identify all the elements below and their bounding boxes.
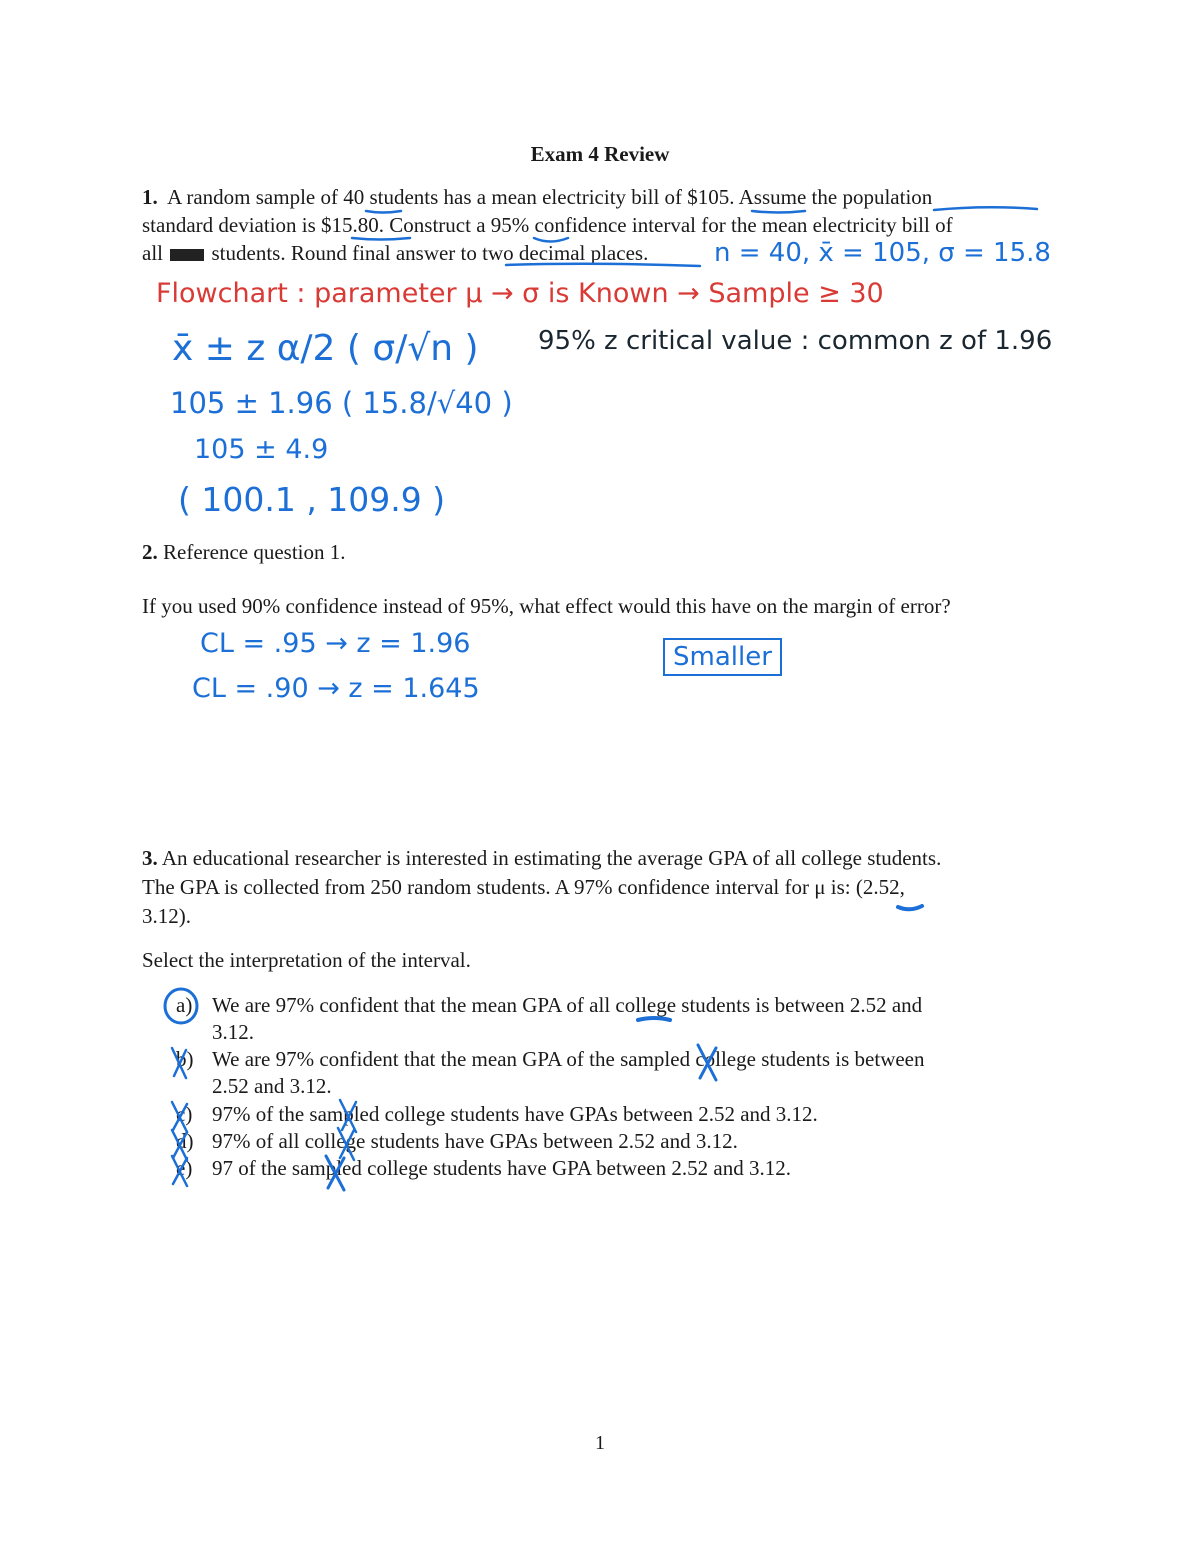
q1-text-line3a: all bbox=[142, 241, 163, 265]
option-a-cont: 3.12. bbox=[212, 1020, 254, 1044]
q1-line1 bbox=[142, 185, 932, 210]
page-title: Exam 4 Review bbox=[530, 142, 670, 166]
underline-population bbox=[934, 207, 1037, 210]
option-b-text: We are 97% confident that the mean GPA of the sampled college students is between bbox=[212, 1047, 925, 1071]
option-b-letter: b) bbox=[176, 1047, 194, 1071]
q3-line3: 3.12). bbox=[142, 904, 191, 928]
option-e-letter: e) bbox=[176, 1156, 193, 1180]
q3-number: 3. bbox=[142, 846, 158, 870]
option-a-letter: a) bbox=[176, 993, 193, 1017]
option-b-cont: 2.52 and 3.12. bbox=[212, 1074, 332, 1098]
hand-cl95: CL = .95 → z = 1.96 bbox=[200, 628, 471, 659]
underline-15-80 bbox=[352, 238, 410, 240]
q1-text-line3b: students. Round final answer to two decimal places. bbox=[211, 241, 649, 265]
option-c-letter: c) bbox=[176, 1102, 193, 1126]
option-c-text: 97% of the sampled college students have GPAs between 2.52 and 3.12. bbox=[212, 1102, 818, 1126]
q3-line1 bbox=[142, 846, 941, 871]
q2-line1 bbox=[142, 540, 346, 565]
q3-prompt: Select the interpretation of the interval. bbox=[142, 948, 471, 972]
hand-cl90: CL = .90 → z = 1.645 bbox=[192, 673, 480, 704]
q3-line2: The GPA is collected from 250 random students. A 97% confidence interval for μ is: (2.52, bbox=[142, 875, 905, 899]
q1-number: 1. bbox=[142, 185, 158, 209]
hand-formula: x̄ ± z α/2 ( σ/√n ) bbox=[172, 328, 479, 369]
hand-interval: ( 100.1 , 109.9 ) bbox=[178, 480, 446, 519]
hand-substitution: 105 ± 1.96 ( 15.8/√40 ) bbox=[170, 386, 513, 420]
option-d-letter: d) bbox=[176, 1129, 194, 1153]
q3-text-line1: An educational researcher is interested in estimating the average GPA of all college students. bbox=[161, 846, 942, 870]
hand-critical-value: 95% z critical value : common z of 1.96 bbox=[538, 326, 1053, 356]
hand-answer-box: Smaller bbox=[663, 638, 782, 676]
q2-number: 2. bbox=[142, 540, 158, 564]
q1-text-line1: A random sample of 40 students has a mean electricity bill of $105. Assume the population bbox=[167, 185, 933, 209]
underline-mu bbox=[898, 906, 922, 909]
option-a-text: We are 97% confident that the mean GPA of all college students is between 2.52 and bbox=[212, 993, 923, 1017]
hand-flowchart: Flowchart : parameter μ → σ is Known → Sample ≥ 30 bbox=[156, 278, 884, 309]
q2-text-line1: Reference question 1. bbox=[163, 540, 346, 564]
hand-margin: 105 ± 4.9 bbox=[194, 434, 329, 465]
q1-line3 bbox=[142, 241, 648, 266]
option-d-text: 97% of all college students have GPAs between 2.52 and 3.12. bbox=[212, 1129, 738, 1153]
page-number: 1 bbox=[595, 1432, 605, 1454]
redaction-mark bbox=[170, 249, 204, 261]
q1-line2: standard deviation is $15.80. Construct a 95% confidence interval for the mean electricity bill of bbox=[142, 213, 953, 237]
q2-line2: If you used 90% confidence instead of 95%, what effect would this have on the margin of error? bbox=[142, 594, 951, 618]
option-e-text: 97 of the sampled college students have GPA between 2.52 and 3.12. bbox=[212, 1156, 791, 1180]
underline-all bbox=[638, 1018, 670, 1020]
hand-given-values: n = 40, x̄ = 105, σ = 15.8 bbox=[714, 238, 1051, 268]
